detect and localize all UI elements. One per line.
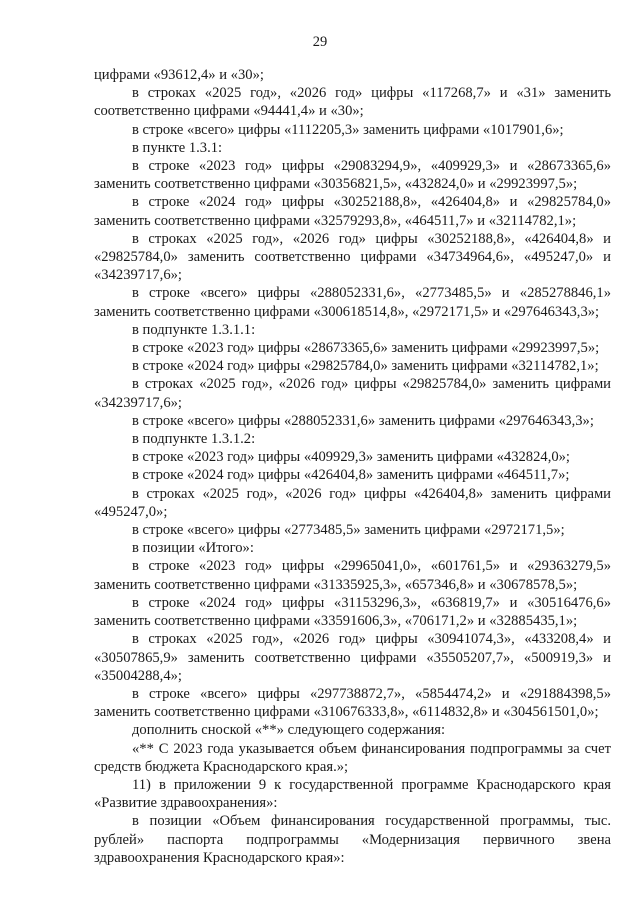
- paragraph: в строках «2025 год», «2026 год» цифры «117268,7» и «31» заменить соответственно цифрами «94441,4» и «30»;: [94, 85, 611, 120]
- paragraph: в строке «всего» цифры «288052331,6» заменить цифрами «297646343,3»;: [132, 412, 594, 429]
- paragraph: в строке «2024 год» цифры «29825784,0» заменить цифрами «32114782,1»;: [132, 358, 599, 375]
- paragraph: в строке «2024 год» цифры «31153296,3», «636819,7» и «30516476,6» заменить соответственно цифрами «33591606,3», «706171,2» и «32885435,1»;: [94, 594, 611, 630]
- paragraph: в строке «2024 год» цифры «30252188,8», «426404,8» и «29825784,0» заменить соответственно цифрами «32579293,8», «464511,7» и «32114782,1»;: [94, 194, 611, 229]
- paragraph: в строках «2025 год», «2026 год» цифры «426404,8» заменить цифрами «495247,0»;: [94, 485, 611, 520]
- paragraph: в строках «2025 год», «2026 год» цифры «29825784,0» заменить цифрами «34239717,6»;: [94, 376, 611, 411]
- paragraph: «** С 2023 года указывается объем финансирования подпрограммы за счет средств бюджета Краснодарского края.»;: [94, 740, 611, 775]
- paragraph: в пункте 1.3.1:: [132, 139, 223, 156]
- paragraph: в строке «2023 год» цифры «29965041,0», «601761,5» и «29363279,5» заменить соответственно цифрами «31335925,3», «657346,8» и «30678578,5»;: [94, 558, 611, 593]
- paragraph: в строке «всего» цифры «288052331,6», «2773485,5» и «285278846,1» заменить соответственно цифрами «300618514,8», «2972171,5» и «297646343,3»;: [94, 285, 611, 320]
- paragraph: в строках «2025 год», «2026 год» цифры «30941074,3», «433208,4» и «30507865,9» заменить соответственно цифрами «35505207,7», «500919,3» и «35004288,4»;: [94, 631, 611, 684]
- document-body: [94, 66, 611, 867]
- paragraph: дополнить сноской «**» следующего содержания:: [132, 722, 446, 739]
- paragraph: в позиции «Итого»:: [132, 540, 254, 557]
- paragraph: в строке «всего» цифры «297738872,7», «5854474,2» и «291884398,5» заменить соответственно цифрами «310676333,8», «6114832,8» и «304561501,0»;: [94, 685, 611, 721]
- paragraph: в подпункте 1.3.1.2:: [132, 431, 256, 448]
- paragraph: в строке «2023 год» цифры «28673365,6» заменить цифрами «29923997,5»;: [132, 340, 600, 357]
- paragraph: цифрами «93612,4» и «30»;: [94, 67, 264, 83]
- page-number: 29: [312, 34, 328, 50]
- paragraph: в строках «2025 год», «2026 год» цифры «30252188,8», «426404,8» и «29825784,0» заменить соответственно цифрами «34734964,6», «495247,0» и «34239717,6»;: [94, 230, 611, 284]
- paragraph: в позиции «Объем финансирования государственной программы, тыс. рублей» паспорта подпрограммы «Модернизация первичного звена здравоохранения Краснодарского края»:: [94, 813, 611, 866]
- paragraph: в строке «2024 год» цифры «426404,8» заменить цифрами «464511,7»;: [132, 467, 570, 484]
- paragraph: 11) в приложении 9 к государственной программе Краснодарского края «Развитие здравоохранения»:: [94, 776, 611, 812]
- paragraph: в строке «2023 год» цифры «409929,3» заменить цифрами «432824,0»;: [132, 449, 570, 466]
- paragraph: в строке «всего» цифры «2773485,5» заменить цифрами «2972171,5»;: [132, 522, 565, 539]
- paragraph: в строке «2023 год» цифры «29083294,9», «409929,3» и «28673365,6» заменить соответственно цифрами «30356821,5», «432824,0» и «29923997,5»;: [94, 158, 611, 193]
- paragraph: в строке «всего» цифры «1112205,3» заменить цифрами «1017901,6»;: [132, 121, 564, 138]
- paragraph: в подпункте 1.3.1.1:: [132, 321, 256, 338]
